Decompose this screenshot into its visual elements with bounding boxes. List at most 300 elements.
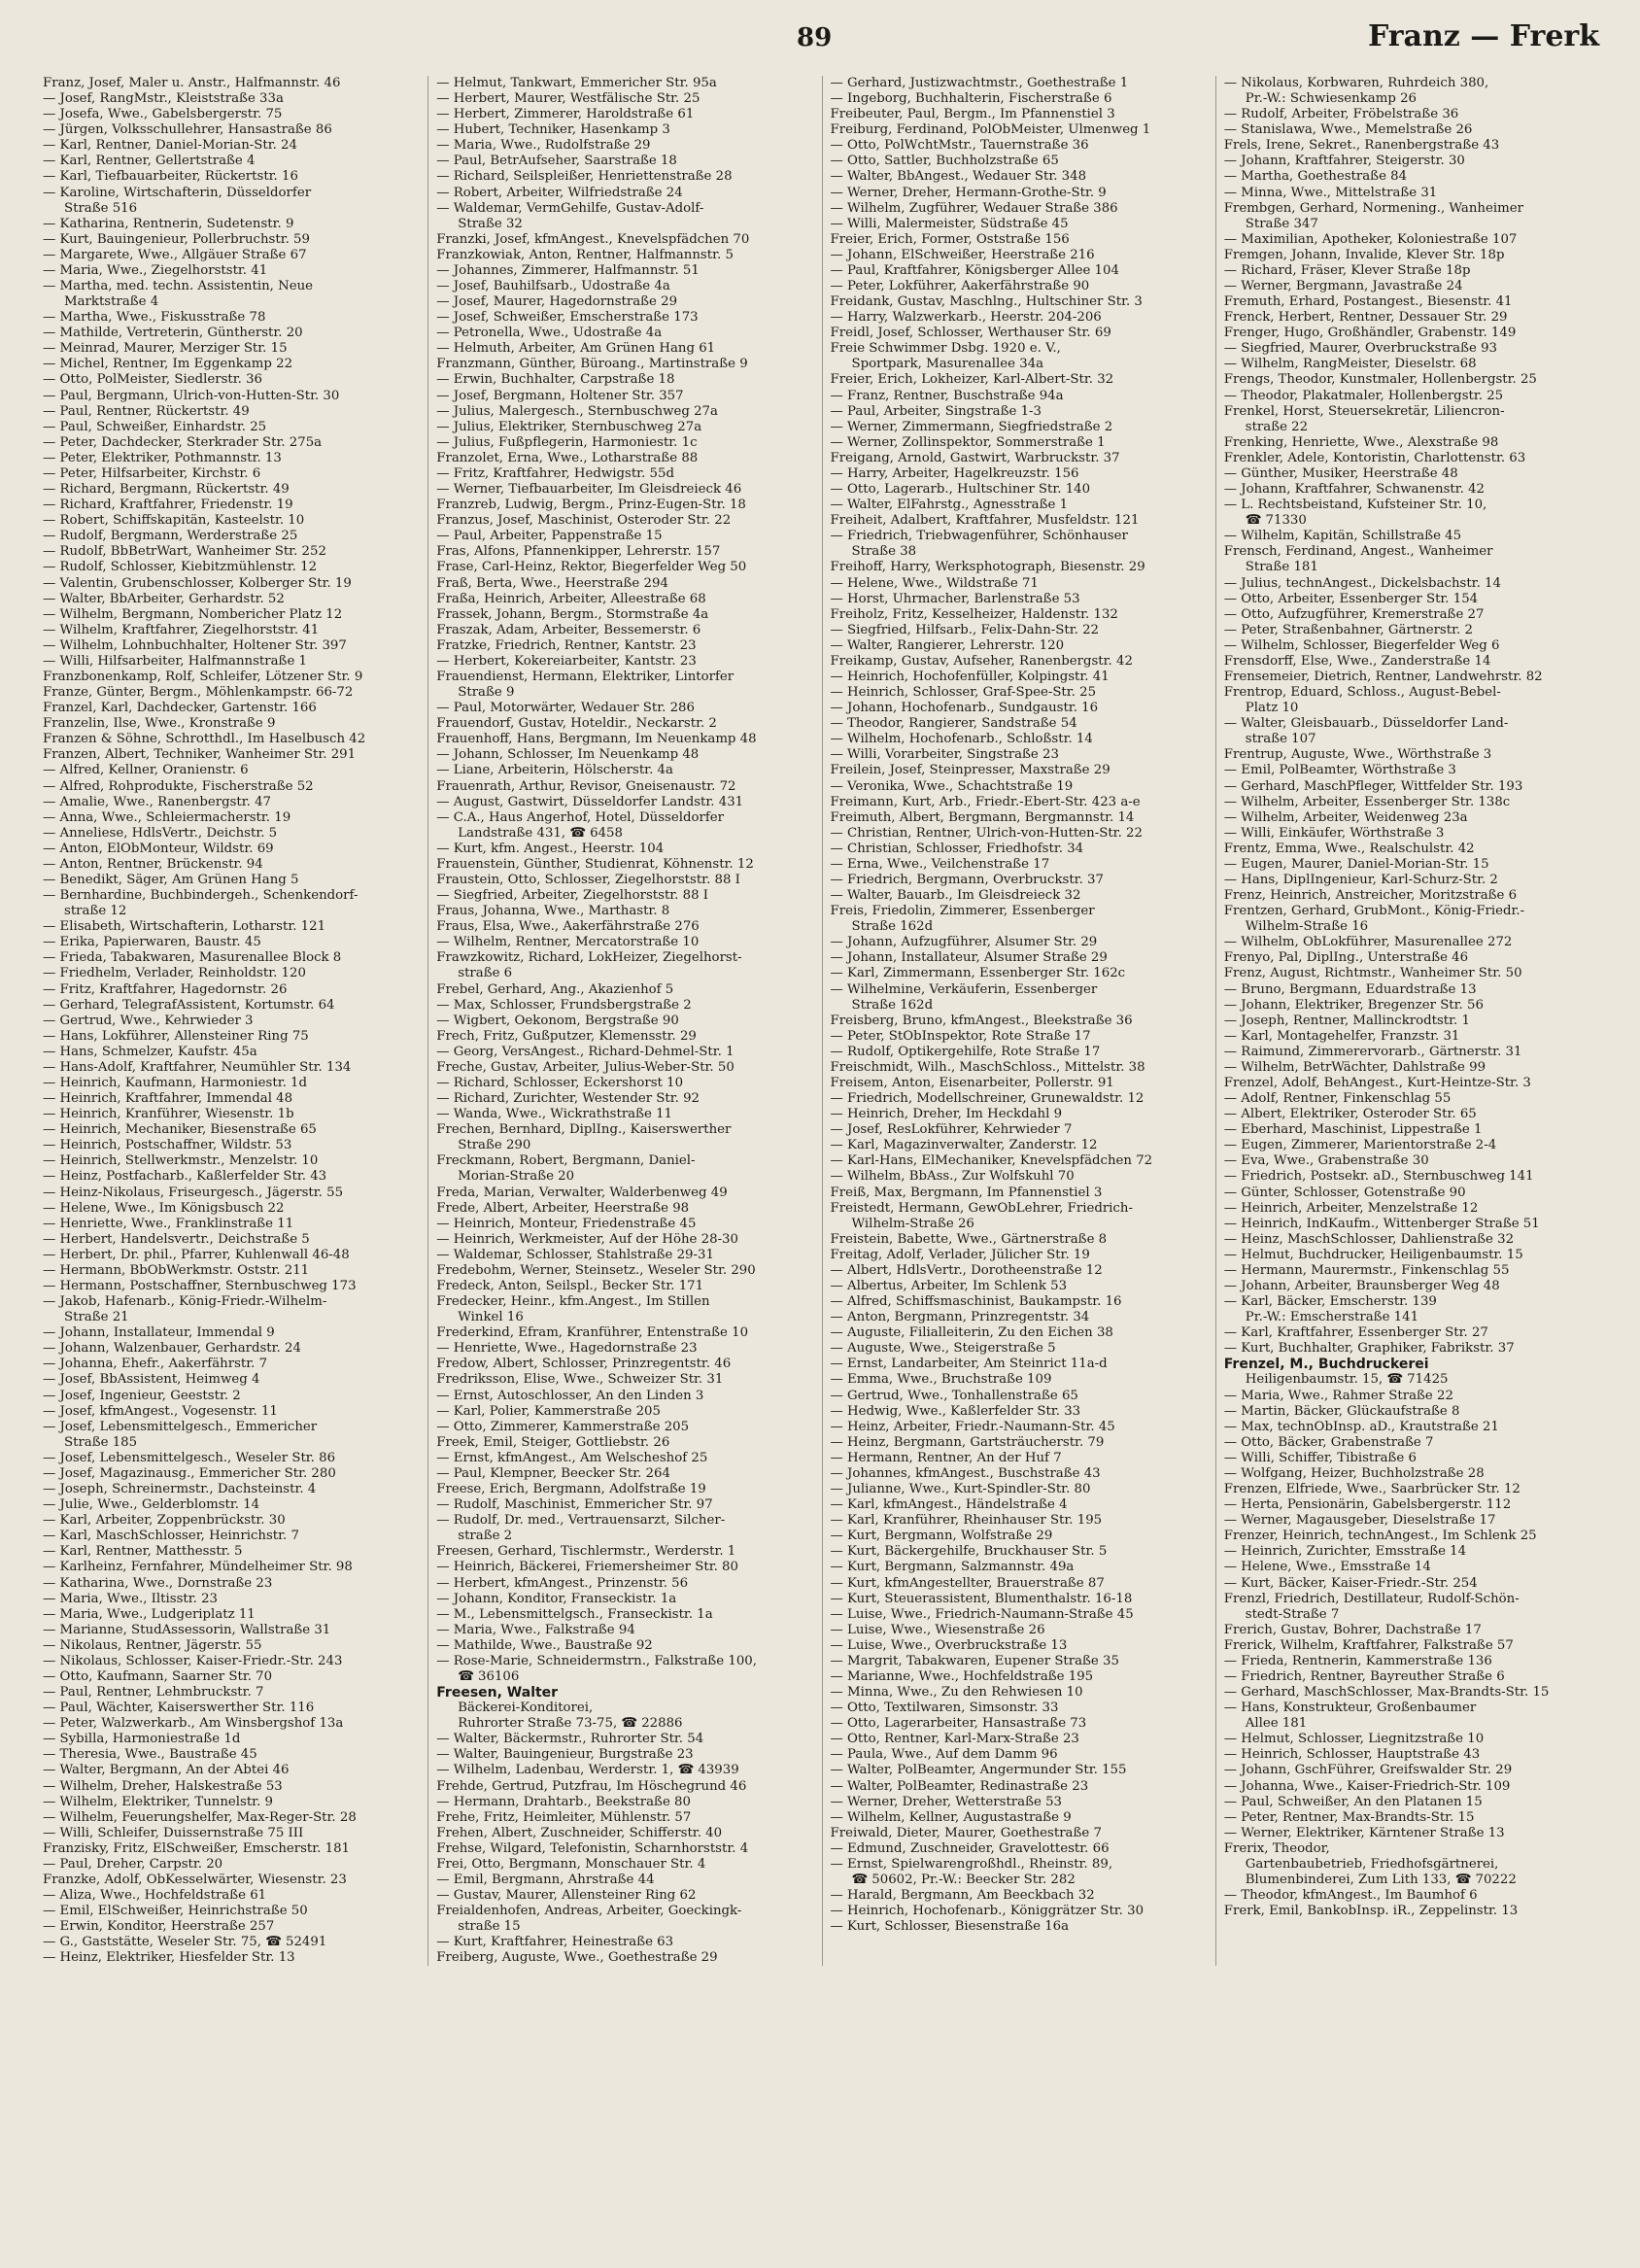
directory-entry: — Kurt, Kraftfahrer, Heinestraße 63 — [436, 1935, 674, 1950]
directory-entry: — Wilhelmine, Verkäuferin, Essenberger — [830, 981, 1098, 997]
directory-entry: — Horst, Uhrmacher, Barlenstraße 53 — [830, 591, 1080, 606]
directory-entry: — Julius, technAngest., Dickelsbachstr. 14 — [1223, 575, 1501, 591]
directory-entry: Franzelin, Ilse, Wwe., Kronstraße 9 — [43, 716, 276, 732]
directory-entry: — Walter, Rangierer, Lehrerstr. 120 — [830, 637, 1065, 653]
directory-entry: — Albert, Elektriker, Osteroder Str. 65 — [1223, 1107, 1477, 1122]
directory-entry: — Josef, Lebensmittelgesch., Emmericher — [43, 1419, 318, 1434]
directory-entry: Frenkel, Horst, Steuersekretär, Liliencron- — [1223, 403, 1505, 419]
directory-entry: — Karl, Rentner, Daniel-Morian-Str. 24 — [43, 138, 297, 154]
directory-entry: — Maria, Wwe., Rahmer Straße 22 — [1223, 1388, 1453, 1403]
directory-entry: — Theodor, Rangierer, Sandstraße 54 — [830, 716, 1077, 732]
directory-entry: — Heinz, Postfacharb., Kaßlerfelder Str. 43 — [43, 1169, 327, 1185]
directory-entry: Frentrop, Eduard, Schloss., August-Bebel- — [1223, 685, 1501, 701]
directory-entry: Franze, Günter, Bergm., Möhlenkampstr. 66-72 — [43, 685, 354, 701]
directory-entry: — Anna, Wwe., Schleiermacherstr. 19 — [43, 809, 291, 825]
directory-entry: — Paul, Dreher, Carpstr. 20 — [43, 1856, 223, 1872]
directory-entry: — Hermann, Maurermstr., Finkenschlag 55 — [1223, 1262, 1510, 1278]
directory-entry: — Meinrad, Maurer, Merziger Str. 15 — [43, 341, 288, 357]
directory-entry: Straße 516 — [64, 200, 138, 216]
directory-entry: Frerk, Emil, BankobInsp. iR., Zeppelinstr. 13 — [1223, 1904, 1519, 1919]
directory-entry: — Günter, Schlosser, Gotenstraße 90 — [1223, 1185, 1466, 1200]
directory-entry: — Henriette, Wwe., Franklinstraße 11 — [43, 1216, 294, 1231]
directory-entry: — Werner, Zimmermann, Siegfriedstraße 2 — [830, 419, 1113, 434]
directory-entry: — Eva, Wwe., Grabenstraße 30 — [1223, 1153, 1429, 1169]
directory-entry: — Wilhelm, Bergmann, Nombericher Platz 12 — [43, 606, 343, 622]
directory-entry: Blumenbinderei, Zum Lith 133, ☎ 70222 — [1245, 1872, 1517, 1887]
directory-entry: Fratzke, Friedrich, Rentner, Kantstr. 23 — [436, 637, 697, 653]
directory-entry: Freier, Erich, Former, Oststraße 156 — [830, 231, 1070, 247]
directory-entry: — Paul, Kraftfahrer, Königsberger Allee 104 — [830, 262, 1119, 278]
directory-entry: — Hedwig, Wwe., Kaßlerfelder Str. 33 — [830, 1403, 1081, 1419]
directory-entry: stedt-Straße 7 — [1245, 1606, 1340, 1622]
directory-entry: — Marianne, Wwe., Hochfeldstraße 195 — [830, 1668, 1094, 1684]
directory-entry: — Margrit, Tabakwaren, Eupener Straße 35 — [830, 1653, 1119, 1668]
directory-entry: Fraus, Elsa, Wwe., Aakerfährstraße 276 — [436, 919, 700, 935]
directory-entry: — Walter, BbArbeiter, Gerhardstr. 52 — [43, 591, 285, 606]
directory-entry: — Richard, Zurichter, Westender Str. 92 — [436, 1091, 700, 1107]
directory-entry: — Werner, Bergmann, Javastraße 24 — [1223, 279, 1463, 294]
directory-entry: — Anton, ElObMonteur, Wildstr. 69 — [43, 841, 274, 856]
directory-entry: — Julius, Malergesch., Sternbuschweg 27a — [436, 403, 718, 419]
directory-entry: — Rudolf, Bergmann, Werderstraße 25 — [43, 529, 298, 544]
directory-entry: ☎ 36106 — [458, 1668, 520, 1684]
directory-entry: — Otto, Sattler, Buchholzstraße 65 — [830, 154, 1059, 169]
directory-entry: Straße 185 — [64, 1434, 138, 1450]
directory-entry: Franz, Josef, Maler u. Anstr., Halfmannstr. 46 — [43, 76, 341, 90]
directory-entry: — Friedrich, Rentner, Bayreuther Straße 6 — [1223, 1668, 1505, 1684]
directory-entry: Frels, Irene, Sekret., Ranenbergstraße 43 — [1223, 138, 1500, 154]
directory-entry: Frenzel, Adolf, BehAngest., Kurt-Heintze-Str. 3 — [1223, 1076, 1531, 1090]
directory-entry: — Max, technObInsp. aD., Krautstraße 21 — [1223, 1419, 1499, 1434]
directory-entry: Straße 181 — [1245, 560, 1318, 575]
directory-entry: — Elisabeth, Wirtschafterin, Lotharstr. 121 — [43, 919, 326, 935]
directory-entry: — Hans, Schmelzer, Kaufstr. 45a — [43, 1044, 257, 1059]
directory-entry: — Friedrich, Triebwagenführer, Schönhauser — [830, 529, 1128, 544]
directory-entry: — Paul, Schweißer, An den Platanen 15 — [1223, 1794, 1483, 1809]
directory-entry: — Werner, Dreher, Hermann-Grothe-Str. 9 — [830, 185, 1107, 200]
directory-entry: — Harald, Bergmann, Am Beeckbach 32 — [830, 1888, 1095, 1904]
directory-entry: — Anneliese, HdlsVertr., Deichstr. 5 — [43, 825, 278, 841]
directory-entry: Frenger, Hugo, Großhändler, Grabenstr. 149 — [1223, 326, 1517, 341]
directory-entry: — Stanislawa, Wwe., Memelstraße 26 — [1223, 122, 1473, 138]
directory-entry: — Josefa, Wwe., Gabelsbergerstr. 75 — [43, 107, 283, 122]
directory-entry: Wilhelm-Straße 16 — [1245, 919, 1369, 935]
directory-entry: — Sybilla, Harmoniestraße 1d — [43, 1732, 241, 1747]
directory-entry: Freis, Friedolin, Zimmerer, Essenberger — [830, 904, 1095, 919]
directory-entry: Franzus, Josef, Maschinist, Osteroder Str. 22 — [436, 513, 732, 529]
directory-entry: Marktstraße 4 — [64, 294, 159, 310]
directory-entry: — Albertus, Arbeiter, Im Schlenk 53 — [830, 1279, 1068, 1294]
directory-entry: — Werner, Dreher, Wetterstraße 53 — [830, 1794, 1062, 1809]
directory-entry: — Hans, Lokführer, Allensteiner Ring 75 — [43, 1028, 309, 1044]
directory-entry: Straße 9 — [458, 685, 515, 701]
directory-entry: — Theodor, kfmAngest., Im Baumhof 6 — [1223, 1888, 1478, 1904]
directory-entry: — Emil, Bergmann, Ahrstraße 44 — [436, 1872, 655, 1887]
directory-entry: — Paul, Motorwärter, Wedauer Str. 286 — [436, 701, 695, 716]
directory-entry: Frenz, Heinrich, Anstreicher, Moritzstraße 6 — [1223, 888, 1518, 904]
directory-entry: — Rudolf, BbBetrWart, Wanheimer Str. 252 — [43, 544, 326, 560]
directory-entry: — Johann, Schlosser, Im Neuenkamp 48 — [436, 747, 700, 763]
directory-entry: — Herbert, Maurer, Westfälische Str. 25 — [436, 91, 700, 107]
directory-entry: Frauendienst, Hermann, Elektriker, Lintorfer — [436, 669, 735, 684]
directory-entry: Sportpark, Masurenallee 34a — [851, 357, 1044, 372]
directory-entry: Freilein, Josef, Steinpresser, Maxstraße 29 — [830, 763, 1110, 778]
directory-entry: — Robert, Schiffskapitän, Kasteelstr. 10 — [43, 513, 305, 529]
directory-entry: — Kurt, Schlosser, Biesenstraße 16a — [830, 1919, 1070, 1935]
directory-entry: — Anton, Bergmann, Prinzregentstr. 34 — [830, 1310, 1090, 1325]
directory-entry: — Maria, Wwe., Falkstraße 94 — [436, 1622, 635, 1637]
directory-entry: — Kurt, Steuerassistent, Blumenthalstr. 16-18 — [830, 1591, 1133, 1606]
directory-entry: Frembgen, Gerhard, Normening., Wanheimer — [1223, 200, 1523, 216]
directory-entry: — Walter, Bäckermstr., Ruhrorter Str. 54 — [436, 1732, 704, 1747]
column-1 — [35, 76, 427, 1966]
directory-entry: — Josef, RangMstr., Kleiststraße 33a — [43, 91, 284, 107]
directory-entry: — Peter, Walzwerkarb., Am Winsbergshof 13a — [43, 1716, 344, 1732]
directory-entry: — Peter, StObInspektor, Rote Straße 17 — [830, 1028, 1091, 1044]
directory-entry: Freda, Marian, Verwalter, Walderbenweg 49 — [436, 1185, 728, 1200]
directory-entry: Frerick, Wilhelm, Kraftfahrer, Falkstraße 57 — [1223, 1637, 1514, 1653]
directory-entry: Frebel, Gerhard, Ang., Akazienhof 5 — [436, 981, 674, 997]
directory-entry: — Jakob, Hafenarb., König-Friedr.-Wilhelm- — [43, 1294, 327, 1310]
directory-entry: Frenzel, M., Buchdruckerei — [1223, 1357, 1429, 1373]
directory-entry: Frensemeier, Dietrich, Rentner, Landwehrstr. 82 — [1223, 669, 1543, 684]
directory-entry: — Otto, PolMeister, Siedlerstr. 36 — [43, 372, 263, 388]
directory-entry: — Heinz, MaschSchlosser, Dahlienstraße 32 — [1223, 1231, 1515, 1247]
directory-entry: — Hubert, Techniker, Hasenkamp 3 — [436, 122, 670, 138]
directory-entry: Franzolet, Erna, Wwe., Lotharstraße 88 — [436, 450, 699, 465]
directory-entry: — Wilhelm, RangMeister, Dieselstr. 68 — [1223, 357, 1477, 372]
directory-entry: — Gerhard, TelegrafAssistent, Kortumstr. 64 — [43, 997, 335, 1013]
directory-entry: Franzisky, Fritz, ElSchweißer, Emscherstr. 181 — [43, 1840, 351, 1856]
directory-entry: — Wilhelm, ObLokführer, Masurenallee 272 — [1223, 935, 1513, 950]
directory-entry: — Raimund, Zimmerervorarb., Gärtnerstr. 31 — [1223, 1044, 1522, 1059]
directory-entry: — Ernst, Spielwarengroßhdl., Rheinstr. 89, — [830, 1856, 1113, 1872]
directory-entry: — Maria, Wwe., Ludgeriplatz 11 — [43, 1606, 256, 1622]
directory-entry: — Valentin, Grubenschlosser, Kolberger Str. 19 — [43, 575, 352, 591]
directory-entry: — Waldemar, Schlosser, Stahlstraße 29-31 — [436, 1247, 714, 1262]
directory-entry: — Johann, Installateur, Immendal 9 — [43, 1325, 275, 1341]
directory-entry: — Richard, Seilspleißer, Henriettenstraße 28 — [436, 169, 733, 185]
directory-entry: Frauenstein, Günther, Studienrat, Köhnenstr. 12 — [436, 856, 754, 872]
directory-entry: Fraß, Berta, Wwe., Heerstraße 294 — [436, 575, 668, 591]
directory-entry: Freiburg, Ferdinand, PolObMeister, Ulmenweg 1 — [830, 122, 1151, 138]
directory-entry: — Wilhelm, Zugführer, Wedauer Straße 386 — [830, 200, 1118, 216]
directory-entry: — Wilhelm, Lohnbuchhalter, Holtener Str. 397 — [43, 637, 347, 653]
directory-entry: Freihoff, Harry, Werksphotograph, Biesenstr. 29 — [830, 560, 1145, 575]
directory-entry: — Adolf, Rentner, Finkenschlag 55 — [1223, 1091, 1452, 1107]
directory-entry: — Emil, ElSchweißer, Heinrichstraße 50 — [43, 1904, 308, 1919]
directory-entry: — Joseph, Schreinermstr., Dachsteinstr. 4 — [43, 1482, 317, 1497]
directory-entry: — Wilhelm, Ladenbau, Werderstr. 1, ☎ 43939 — [436, 1763, 739, 1778]
directory-entry: — Julie, Wwe., Gelderblomstr. 14 — [43, 1497, 260, 1513]
directory-entry: — Paul, Rentner, Lehmbruckstr. 7 — [43, 1685, 264, 1701]
directory-entry: — Erna, Wwe., Veilchenstraße 17 — [830, 856, 1050, 872]
directory-entry: Freisberg, Bruno, kfmAngest., Bleekstraße 36 — [830, 1013, 1133, 1028]
directory-entry: — Wilhelm, Rentner, Mercatorstraße 10 — [436, 935, 700, 950]
directory-entry: Straße 32 — [458, 216, 523, 231]
directory-entry: — Mathilde, Wwe., Baustraße 92 — [436, 1637, 653, 1653]
directory-entry: Frenzen, Elfriede, Wwe., Saarbrücker Str. 12 — [1223, 1482, 1520, 1497]
directory-entry: — Mathilde, Vertreterin, Güntherstr. 20 — [43, 326, 303, 341]
directory-entry: — Kurt, Bauingenieur, Pollerbruchstr. 59 — [43, 231, 310, 247]
running-header: Franz — Frerk — [1367, 19, 1599, 53]
directory-entry: — Veronika, Wwe., Schachtstraße 19 — [830, 778, 1074, 794]
directory-entry: — Helmut, Schlosser, Liegnitzstraße 10 — [1223, 1732, 1485, 1747]
directory-entry: — Kurt, Bäcker, Kaiser-Friedr.-Str. 254 — [1223, 1575, 1478, 1591]
directory-entry: — Nikolaus, Rentner, Jägerstr. 55 — [43, 1637, 262, 1653]
directory-entry: — Johann, GschFührer, Greifswalder Str. 29 — [1223, 1763, 1513, 1778]
directory-entry: Landstraße 431, ☎ 6458 — [458, 825, 623, 841]
directory-entry: Allee 181 — [1245, 1716, 1308, 1732]
directory-entry: Fredebohm, Werner, Steinsetz., Weseler Str. 290 — [436, 1262, 756, 1278]
directory-entry: — Heinrich, Zurichter, Emsstraße 14 — [1223, 1544, 1467, 1560]
directory-entry: — Paul, Arbeiter, Pappenstraße 15 — [436, 529, 663, 544]
directory-entry: — Gertrud, Wwe., Kehrwieder 3 — [43, 1013, 254, 1028]
directory-entry: — Otto, Bäcker, Grabenstraße 7 — [1223, 1434, 1434, 1450]
directory-entry: — Alfred, Rohprodukte, Fischerstraße 52 — [43, 778, 314, 794]
directory-entry: — Christian, Rentner, Ulrich-von-Hutten-Str. 22 — [830, 825, 1143, 841]
directory-entry: — Kurt, Bäckergehilfe, Bruckhauser Str. 5 — [830, 1544, 1108, 1560]
directory-entry: — Wanda, Wwe., Wickrathstraße 11 — [436, 1107, 672, 1122]
directory-entry: Freier, Erich, Lokheizer, Karl-Albert-Str. 32 — [830, 372, 1114, 388]
directory-entry: — Karl, Kraftfahrer, Essenberger Str. 27 — [1223, 1325, 1488, 1341]
directory-entry: — Josef, Bauhilfsarb., Udostraße 4a — [436, 279, 670, 294]
directory-entry: — Rudolf, Maschinist, Emmericher Str. 97 — [436, 1497, 713, 1513]
directory-entry: — Fritz, Kraftfahrer, Hagedornstr. 26 — [43, 981, 288, 997]
directory-entry: — Heinrich, IndKaufm., Wittenberger Straße 51 — [1223, 1216, 1540, 1231]
directory-entry: Franzmann, Günther, Büroang., Martinstraße 9 — [436, 357, 748, 372]
directory-entry: — Wilhelm, BbAss., Zur Wolfskuhl 70 — [830, 1169, 1075, 1185]
directory-entry: — Max, Schlosser, Frundsbergstraße 2 — [436, 997, 692, 1013]
directory-entry: — Willi, Vorarbeiter, Singstraße 23 — [830, 747, 1059, 763]
directory-entry: Frehde, Gertrud, Putzfrau, Im Höschegrund 46 — [436, 1778, 747, 1794]
directory-entry: Franzen, Albert, Techniker, Wanheimer Str. 291 — [43, 747, 357, 763]
directory-entry: — Willi, Schiffer, Tibistraße 6 — [1223, 1450, 1417, 1465]
directory-entry: Frassek, Johann, Bergm., Stormstraße 4a — [436, 606, 709, 622]
directory-entry: — Helene, Wwe., Wildstraße 71 — [830, 575, 1039, 591]
directory-entry: — Julianne, Wwe., Kurt-Spindler-Str. 80 — [830, 1482, 1091, 1497]
directory-entry: Frawzkowitz, Richard, LokHeizer, Ziegelhorst- — [436, 950, 742, 966]
directory-entry: — Fritz, Kraftfahrer, Hedwigstr. 55d — [436, 465, 674, 481]
directory-entry: — Karl, Polier, Kammerstraße 205 — [436, 1403, 661, 1419]
directory-entry: — Paul, Schweißer, Einhardstr. 25 — [43, 419, 267, 434]
directory-entry: Frechen, Bernhard, DiplIng., Kaiserswerther — [436, 1122, 732, 1138]
directory-entry: — Maximilian, Apotheker, Koloniestraße 107 — [1223, 231, 1518, 247]
directory-entry: Pr.-W.: Schwiesenkamp 26 — [1245, 91, 1417, 107]
directory-entry: — Richard, Kraftfahrer, Friedenstr. 19 — [43, 498, 293, 513]
directory-entry: — Heinrich, Kraftfahrer, Immendal 48 — [43, 1091, 293, 1107]
directory-entry: — Georg, VersAngest., Richard-Dehmel-Str. 1 — [436, 1044, 735, 1059]
directory-entry: — Theresia, Wwe., Baustraße 45 — [43, 1747, 257, 1763]
directory-entry: — Wilhelm, BetrWächter, Dahlstraße 99 — [1223, 1059, 1486, 1075]
directory-entry: — Johanna, Ehefr., Aakerfährstr. 7 — [43, 1357, 268, 1372]
directory-entry: — Erwin, Konditor, Heerstraße 257 — [43, 1919, 275, 1935]
directory-entry: — Richard, Schlosser, Eckershorst 10 — [436, 1076, 684, 1090]
directory-entry: Frehe, Fritz, Heimleiter, Mühlenstr. 57 — [436, 1809, 692, 1825]
directory-entry: straße 22 — [1245, 419, 1309, 434]
directory-entry: — Heinz-Nikolaus, Friseurgesch., Jägerstr. 55 — [43, 1185, 344, 1200]
directory-entry: Fremgen, Johann, Invalide, Klever Str. 18p — [1223, 247, 1505, 262]
directory-entry: — Josef, Maurer, Hagedornstraße 29 — [436, 294, 678, 310]
directory-entry: — Wilhelm, Arbeiter, Essenberger Str. 138c — [1223, 794, 1511, 809]
directory-entry: — Marianne, StudAssessorin, Wallstraße 31 — [43, 1622, 331, 1637]
directory-entry: Straße 38 — [851, 544, 917, 560]
directory-entry: Freckmann, Robert, Bergmann, Daniel- — [436, 1153, 696, 1169]
directory-entry: Frehen, Albert, Zuschneider, Schifferstr. 40 — [436, 1825, 723, 1840]
directory-entry: — Rudolf, Schlosser, Kiebitzmühlenstr. 12 — [43, 560, 318, 575]
directory-entry: — Johanna, Wwe., Kaiser-Friedrich-Str. 109 — [1223, 1778, 1511, 1794]
directory-entry: — Johann, Arbeiter, Braunsberger Weg 48 — [1223, 1279, 1500, 1294]
directory-entry: Fredriksson, Elise, Wwe., Schweizer Str. 31 — [436, 1372, 724, 1388]
directory-entry: — Karl, kfmAngest., Händelstraße 4 — [830, 1497, 1068, 1513]
directory-entry: — Helene, Wwe., Emsstraße 14 — [1223, 1560, 1431, 1575]
column-4 — [1215, 76, 1609, 1966]
directory-entry: — Herta, Pensionärin, Gabelsbergerstr. 112 — [1223, 1497, 1512, 1513]
directory-entry: — Kurt, kfm. Angest., Heerstr. 104 — [436, 841, 665, 856]
directory-entry: — Johannes, Zimmerer, Halfmannstr. 51 — [436, 262, 700, 278]
directory-entry: — Otto, Lagerarb., Hultschiner Str. 140 — [830, 482, 1091, 498]
directory-entry: — Heinrich, Postschaffner, Wildstr. 53 — [43, 1138, 292, 1153]
directory-entry: Fredecker, Heinr., kfm.Angest., Im Stillen — [436, 1294, 710, 1310]
directory-entry: Franzkowiak, Anton, Rentner, Halfmannstr. 5 — [436, 247, 734, 262]
directory-entry: — Paul, Wächter, Kaiserswerther Str. 116 — [43, 1701, 315, 1716]
directory-entry: — Karlheinz, Fernfahrer, Mündelheimer Str. 98 — [43, 1560, 353, 1575]
directory-entry: — Heinz, Bergmann, Gartsträucherstr. 79 — [830, 1434, 1105, 1450]
directory-entry: — Karl-Hans, ElMechaniker, Knevelspfädchen 72 — [830, 1153, 1153, 1169]
directory-entry: — Frieda, Tabakwaren, Masurenallee Block 8 — [43, 950, 342, 966]
directory-entry: — Christian, Schlosser, Friedhofstr. 34 — [830, 841, 1084, 856]
directory-entry: Frederkind, Efram, Kranführer, Entenstraße 10 — [436, 1325, 749, 1341]
directory-entry: — Benedikt, Säger, Am Grünen Hang 5 — [43, 872, 299, 887]
directory-entry: Fremuth, Erhard, Postangest., Biesenstr. 41 — [1223, 294, 1513, 310]
directory-entry: — Kurt, Buchhalter, Graphiker, Fabrikstr. 37 — [1223, 1341, 1515, 1357]
directory-entry: — Hans-Adolf, Kraftfahrer, Neumühler Str. 134 — [43, 1059, 352, 1075]
directory-entry: Freie Schwimmer Dsbg. 1920 e. V., — [830, 341, 1061, 357]
directory-entry: Freek, Emil, Steiger, Gottliebstr. 26 — [436, 1434, 670, 1450]
directory-entry: Frede, Albert, Arbeiter, Heerstraße 98 — [436, 1200, 690, 1216]
directory-entry: Fraßa, Heinrich, Arbeiter, Alleestraße 68 — [436, 591, 706, 606]
directory-entry: — Herbert, Dr. phil., Pfarrer, Kuhlenwall 46-48 — [43, 1247, 350, 1262]
directory-entry: — Wilhelm, Hochofenarb., Schloßstr. 14 — [830, 732, 1093, 747]
directory-entry: Fredeck, Anton, Seilspl., Becker Str. 171 — [436, 1279, 704, 1294]
directory-entry: Freiß, Max, Bergmann, Im Pfannenstiel 3 — [830, 1185, 1103, 1200]
directory-entry: — Edmund, Zuschneider, Gravelottestr. 66 — [830, 1840, 1110, 1856]
directory-entry: ☎ 71330 — [1245, 513, 1307, 529]
directory-entry: — Peter, Lokführer, Aakerfährstraße 90 — [830, 279, 1090, 294]
directory-entry: — Heinz, Elektriker, Hiesfelder Str. 13 — [43, 1950, 295, 1966]
directory-entry: — Siegfried, Arbeiter, Ziegelhorststr. 88 I — [436, 888, 709, 904]
directory-entry: — Wilhelm, Schlosser, Biegerfelder Weg 6 — [1223, 637, 1500, 653]
directory-entry: Frauenrath, Arthur, Revisor, Gneisenaustr. 72 — [436, 778, 736, 794]
directory-entry: — Nikolaus, Schlosser, Kaiser-Friedr.-Str. 243 — [43, 1653, 343, 1668]
directory-entry: — Gerhard, MaschPfleger, Wittfelder Str. 193 — [1223, 778, 1523, 794]
directory-entry: straße 12 — [64, 904, 127, 919]
directory-entry: Frenking, Henriette, Wwe., Alexstraße 98 — [1223, 434, 1499, 450]
directory-entry: — Otto, Textilwaren, Simsonstr. 33 — [830, 1701, 1059, 1716]
directory-entry: — Heinrich, Stellwerkmstr., Menzelstr. 10 — [43, 1153, 319, 1169]
directory-entry: straße 6 — [458, 966, 513, 981]
directory-entry: Frauendorf, Gustav, Hoteldir., Neckarstr. 2 — [436, 716, 717, 732]
directory-entry: — Johann, Hochofenarb., Sundgaustr. 16 — [830, 701, 1099, 716]
directory-entry: — Julius, Fußpflegerin, Harmoniestr. 1c — [436, 434, 698, 450]
directory-entry: — Luise, Wwe., Friedrich-Naumann-Straße 45 — [830, 1606, 1134, 1622]
directory-entry: — Heinrich, Mechaniker, Biesenstraße 65 — [43, 1122, 317, 1138]
directory-entry: — Karl, Montagehelfer, Franzstr. 31 — [1223, 1028, 1460, 1044]
directory-entry: — Waldemar, VermGehilfe, Gustav-Adolf- — [436, 200, 704, 216]
directory-entry: — Otto, Zimmerer, Kammerstraße 205 — [436, 1419, 690, 1434]
directory-entry: Freigang, Arnold, Gastwirt, Warbruckstr. 37 — [830, 450, 1120, 465]
directory-entry: Morian-Straße 20 — [458, 1169, 575, 1185]
directory-entry: — Albert, HdlsVertr., Dorotheenstraße 12 — [830, 1262, 1103, 1278]
directory-entry: — Heinrich, Kaufmann, Harmoniestr. 1d — [43, 1076, 308, 1090]
directory-entry: — Margarete, Wwe., Allgäuer Straße 67 — [43, 247, 307, 262]
directory-entry: — Otto, Kaufmann, Saarner Str. 70 — [43, 1668, 273, 1684]
directory-entry: — Josef, kfmAngest., Vogesenstr. 11 — [43, 1403, 278, 1419]
directory-entry: — Erika, Papierwaren, Baustr. 45 — [43, 935, 261, 950]
directory-entry: Freikamp, Gustav, Aufseher, Ranenbergstr. 42 — [830, 653, 1133, 669]
directory-entry: — Walter, BbAngest., Wedauer Str. 348 — [830, 169, 1087, 185]
directory-entry: — Siegfried, Hilfsarb., Felix-Dahn-Str. 22 — [830, 622, 1100, 637]
directory-entry: straße 2 — [458, 1529, 513, 1544]
directory-entry: — Maria, Wwe., Rudolfstraße 29 — [436, 138, 651, 154]
directory-entry: — Hans, Konstrukteur, Großenbaumer — [1223, 1701, 1477, 1716]
directory-entry: — Friedrich, Modellschreiner, Grunewaldstr. 12 — [830, 1091, 1145, 1107]
directory-entry: — Martha, Goethestraße 84 — [1223, 169, 1408, 185]
directory-entry: — Josef, BbAssistent, Heimweg 4 — [43, 1372, 260, 1388]
directory-entry: — Harry, Arbeiter, Hagelkreuzstr. 156 — [830, 465, 1079, 481]
directory-entry: — Helmuth, Arbeiter, Am Grünen Hang 61 — [436, 341, 716, 357]
directory-entry: — Rudolf, Arbeiter, Fröbelstraße 36 — [1223, 107, 1459, 122]
directory-entry: Freesen, Walter — [436, 1685, 559, 1701]
directory-entry: — Karl, Zimmermann, Essenberger Str. 162c — [830, 966, 1126, 981]
directory-entry: Fraszak, Adam, Arbeiter, Bessemerstr. 6 — [436, 622, 701, 637]
directory-entry: — Johann, Walzenbauer, Gerhardstr. 24 — [43, 1341, 301, 1357]
directory-entry: — Helene, Wwe., Im Königsbusch 22 — [43, 1200, 285, 1216]
directory-entry: — Willi, Hilfsarbeiter, Halfmannstraße 1 — [43, 653, 307, 669]
directory-entry: — Bruno, Bergmann, Eduardstraße 13 — [1223, 981, 1477, 997]
directory-entry: — Alfred, Kellner, Oranienstr. 6 — [43, 763, 249, 778]
directory-entry: Platz 10 — [1245, 701, 1299, 716]
directory-entry: Freiberg, Auguste, Wwe., Goethestraße 29 — [436, 1950, 718, 1966]
directory-entry: — Karl, Rentner, Matthesstr. 5 — [43, 1544, 243, 1560]
directory-entry: Straße 347 — [1245, 216, 1318, 231]
directory-entry: — Erwin, Buchhalter, Carpstraße 18 — [436, 372, 675, 388]
directory-entry: Fraus, Johanna, Wwe., Marthastr. 8 — [436, 904, 670, 919]
directory-entry: — Heinrich, Hochofenarb., Königgrätzer Str. 30 — [830, 1904, 1145, 1919]
directory-entry: — Peter, Rentner, Max-Brandts-Str. 15 — [1223, 1809, 1475, 1825]
directory-entry: Freidl, Josef, Schlosser, Werthauser Str. 69 — [830, 326, 1111, 341]
directory-entry: — Josef, Bergmann, Holtener Str. 357 — [436, 388, 684, 403]
directory-entry: — Luise, Wwe., Wiesenstraße 26 — [830, 1622, 1045, 1637]
directory-entry: — Heinrich, Werkmeister, Auf der Höhe 28-30 — [436, 1231, 738, 1247]
directory-entry: Frengs, Theodor, Kunstmaler, Hollenbergstr. 25 — [1223, 372, 1537, 388]
directory-entry: — Heinz, Arbeiter, Friedr.-Naumann-Str. 45 — [830, 1419, 1115, 1434]
directory-entry: Bäckerei-Konditorei, — [458, 1701, 594, 1716]
directory-entry: Frenyo, Pal, DiplIng., Unterstraße 46 — [1223, 950, 1469, 966]
directory-entry: Franzel, Karl, Dachdecker, Gartenstr. 166 — [43, 701, 317, 716]
directory-entry: — Johann, Kraftfahrer, Steigerstr. 30 — [1223, 154, 1465, 169]
directory-entry: Wilhelm-Straße 26 — [851, 1216, 974, 1231]
directory-entry: — Siegfried, Maurer, Overbruckstraße 93 — [1223, 341, 1497, 357]
directory-entry: — Gustav, Maurer, Allensteiner Ring 62 — [436, 1888, 697, 1904]
directory-entry: — Bernhardine, Buchbindergeh., Schenkendorf- — [43, 888, 359, 904]
directory-entry: Franzke, Adolf, ObKesselwärter, Wiesenstr. 23 — [43, 1872, 347, 1887]
directory-entry: — Minna, Wwe., Mittelstraße 31 — [1223, 185, 1438, 200]
directory-entry: — Paul, BetrAufseher, Saarstraße 18 — [436, 154, 677, 169]
directory-entry: — Aliza, Wwe., Hochfeldstraße 61 — [43, 1888, 267, 1904]
directory-entry: — Peter, Dachdecker, Sterkrader Str. 275a — [43, 434, 323, 450]
directory-entry: — Auguste, Wwe., Steigerstraße 5 — [830, 1341, 1056, 1357]
